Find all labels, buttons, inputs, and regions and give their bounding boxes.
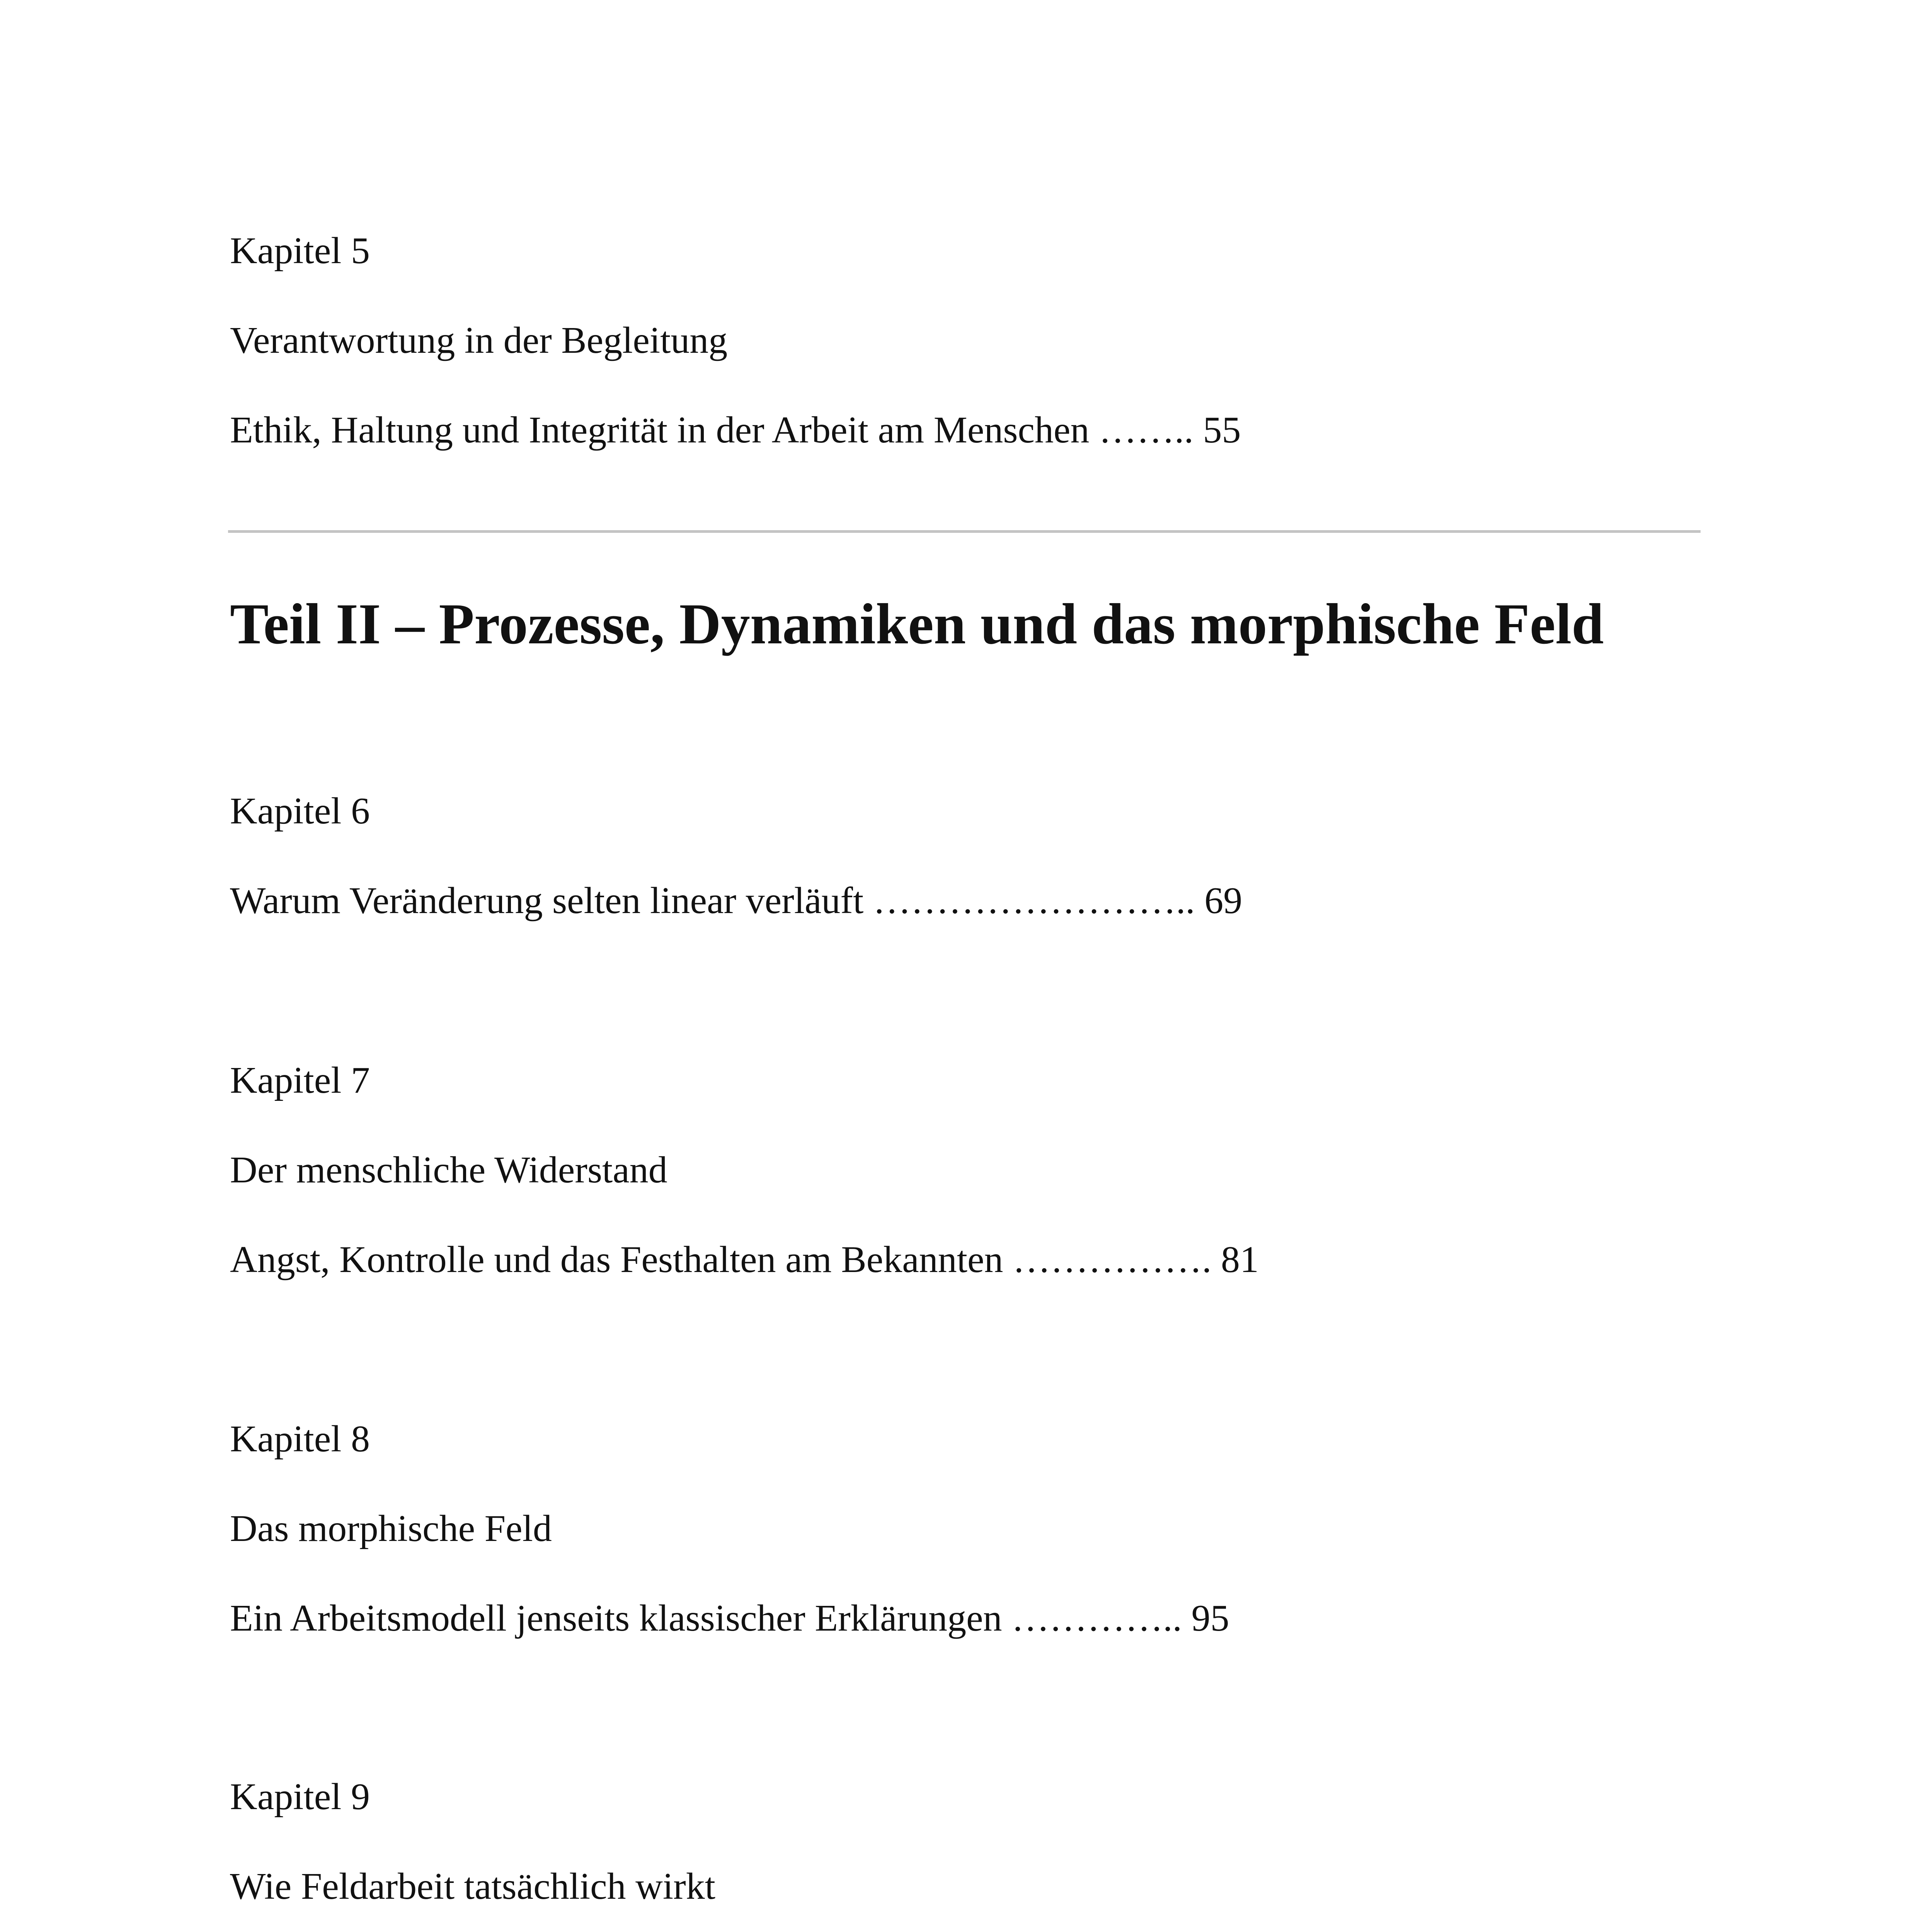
chapter-7-subtitle: Angst, Kontrolle und das Festhalten am Bekannten ……………. 81	[230, 1239, 1259, 1281]
chapter-5-subtitle: Ethik, Haltung und Integrität in der Arbeit am Menschen …….. 55	[230, 409, 1241, 451]
chapter-9-title: Wie Feldarbeit tatsächlich wirkt	[230, 1866, 716, 1907]
chapter-5-label: Kapitel 5	[230, 230, 370, 272]
chapter-9-label: Kapitel 9	[230, 1776, 370, 1818]
part-2-title: Teil II – Prozesse, Dynamiken und das morphische Feld	[230, 592, 1604, 656]
chapter-7-label: Kapitel 7	[230, 1060, 370, 1101]
chapter-6-label: Kapitel 6	[230, 790, 370, 832]
chapter-7-title: Der menschliche Widerstand	[230, 1149, 667, 1191]
chapter-6-title: Warum Veränderung selten linear verläuft …………………….. 69	[230, 880, 1243, 922]
chapter-5-title: Verantwortung in der Begleitung	[230, 320, 728, 361]
chapter-8-subtitle: Ein Arbeitsmodell jenseits klassischer Erklärungen ………….. 95	[230, 1597, 1229, 1639]
section-divider	[228, 530, 1701, 533]
chapter-8-title: Das morphische Feld	[230, 1508, 552, 1549]
chapter-8-label: Kapitel 8	[230, 1418, 370, 1460]
